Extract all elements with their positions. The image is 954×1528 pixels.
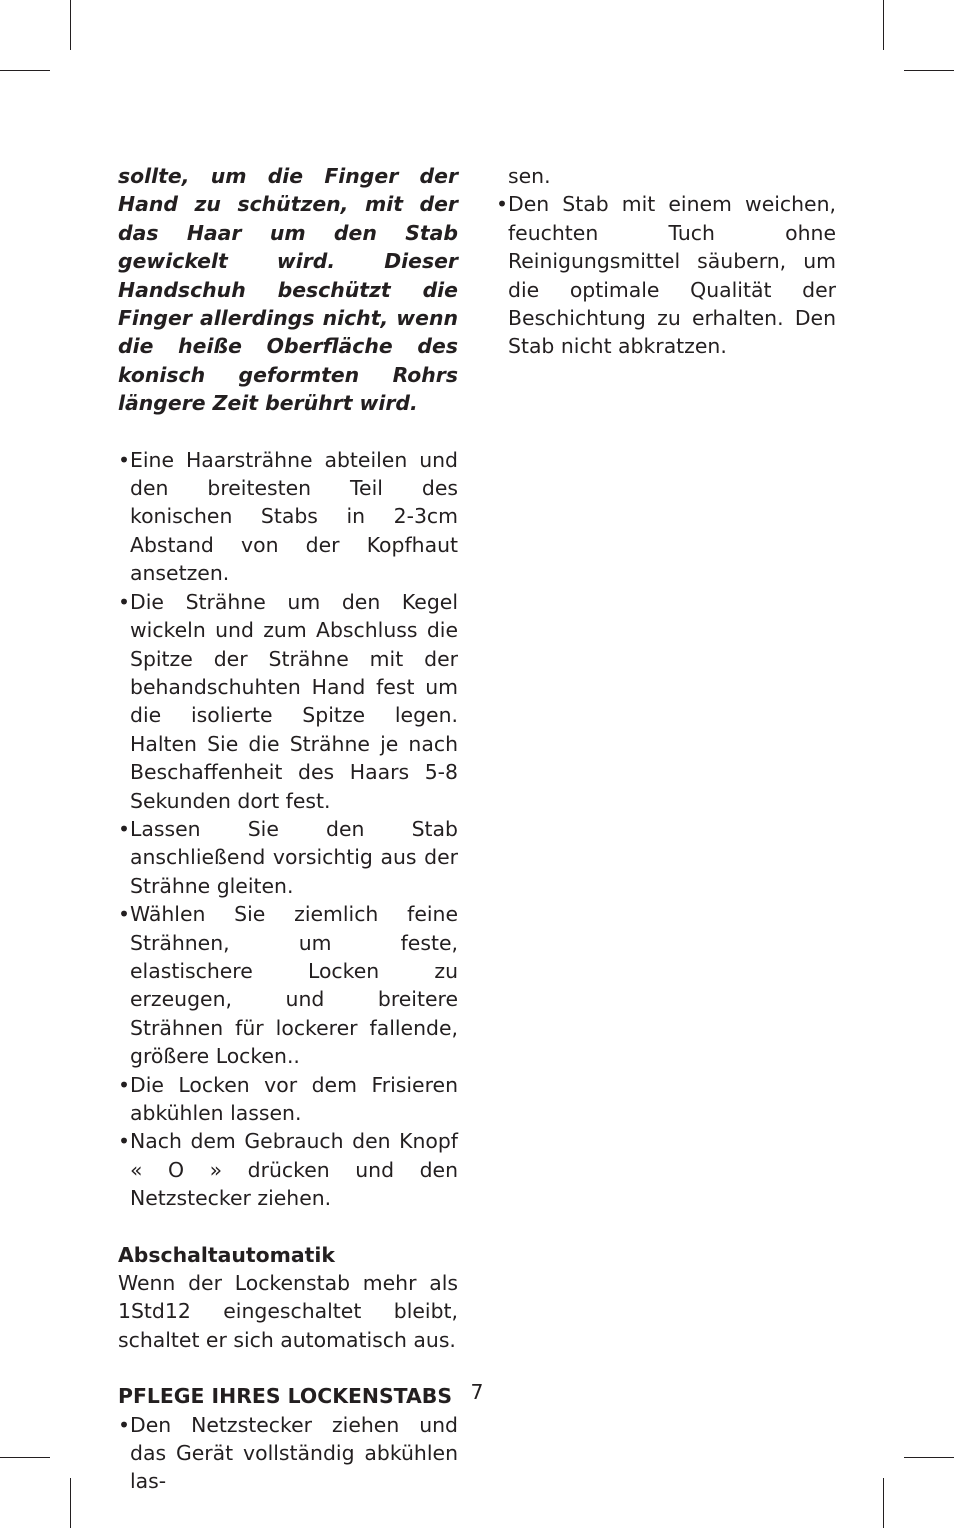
bullet-symbol: •: [118, 902, 131, 927]
crop-mark-top-right-horizontal: [904, 70, 954, 71]
bullet-symbol: •: [118, 1129, 131, 1154]
care-steps-list: [118, 1411, 458, 1496]
crop-mark-bottom-right-horizontal: [904, 1457, 954, 1458]
crop-mark-top-left-vertical: [70, 0, 71, 50]
bullet-symbol: •: [118, 589, 131, 614]
usage-steps-list: [118, 446, 458, 1213]
continued-text: sen.: [508, 164, 551, 188]
crop-mark-top-left-horizontal: [0, 70, 50, 71]
page-number: 7: [470, 1380, 484, 1404]
crop-mark-bottom-right-vertical: [883, 1478, 884, 1528]
warning-intro: sollte, um die Finger der Hand zu schützen, mit der das Haar um den Stab gewickelt wird. Dieser Handschuh beschützt die Finger allerdings nicht, wenn die heiße Oberfläche des konisch geformten Rohrs längere Zeit berührt wird.: [118, 164, 458, 416]
crop-mark-bottom-left-vertical: [70, 1478, 71, 1528]
bullet-symbol: •: [118, 816, 131, 841]
bullet-symbol: •: [118, 1412, 131, 1437]
bullet-symbol: •: [118, 1072, 131, 1097]
bullet-symbol: •: [496, 192, 509, 217]
list-item: • Den Stab mit einem weichen, feuchten Tuch ohne Reinigungsmittel säubern, um die optimale Qualität der Beschichtung zu erhalten. Den Stab nicht abkratzen.: [496, 192, 836, 359]
left-column: [118, 162, 458, 1496]
right-column: [496, 162, 836, 361]
auto-off-heading: Abschaltautomatik: [118, 1242, 335, 1267]
list-item: • Eine Haarsträhne abteilen und den breitesten Teil des konischen Stabs in 2-3cm Abstand von der Kopfhaut ansetzen.: [118, 447, 458, 586]
care-steps-list-continued: [496, 190, 836, 360]
bullet-symbol: •: [118, 447, 131, 472]
list-item: • Nach dem Gebrauch den Knopf « O » drücken und den Netzstecker ziehen.: [118, 1129, 458, 1211]
list-item: • Die Strähne um den Kegel wickeln und zum Abschluss die Spitze der Strähne mit der behandschuhten Hand fest um die isolierte Spitze legen. Halten Sie die Strähne je nach Beschaffenheit des Haars 5-8 Sekunden dort fest.: [118, 589, 458, 813]
crop-mark-bottom-left-horizontal: [0, 1457, 50, 1458]
list-item: • Die Locken vor dem Frisieren abkühlen lassen.: [118, 1072, 458, 1125]
auto-off-text: Wenn der Lockenstab mehr als 1Std12 eingeschaltet bleibt, schaltet er sich automatisch aus.: [118, 1271, 458, 1352]
crop-mark-top-right-vertical: [883, 0, 884, 50]
list-item: • Den Netzstecker ziehen und das Gerät vollständig abkühlen las-: [118, 1412, 458, 1494]
care-heading: PFLEGE IHRES LOCKENSTABS: [118, 1384, 453, 1409]
list-item: • Lassen Sie den Stab anschließend vorsichtig aus der Strähne gleiten.: [118, 816, 458, 898]
list-item: • Wählen Sie ziemlich feine Strähnen, um feste, elastischere Locken zu erzeugen, und breitere Strähnen für lockerer fallende, größere Locken..: [118, 902, 458, 1069]
